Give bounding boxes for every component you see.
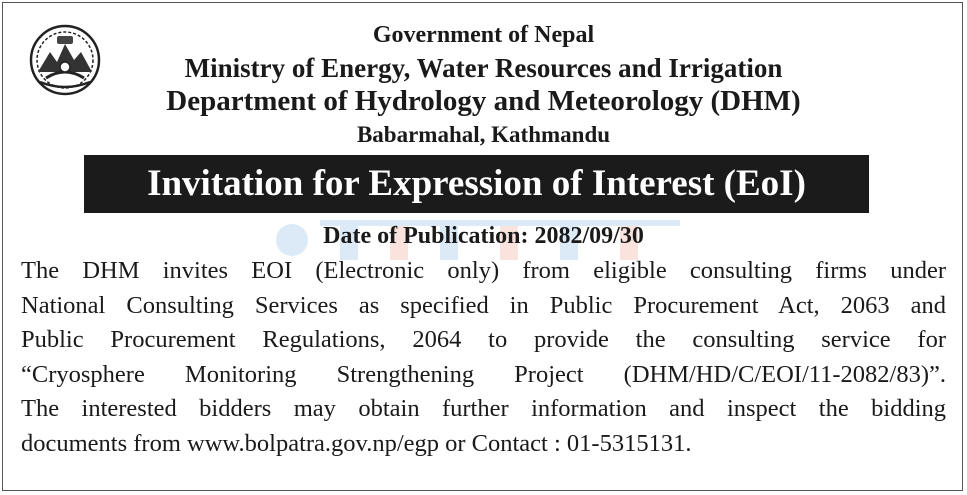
notice-body <box>21 254 946 462</box>
body-line-contact: documents from www.bolpatra.gov.np/egp or Contact : 01-5315131. <box>21 429 692 457</box>
ministry-heading: Ministry of Energy, Water Resources and Irrigation <box>184 53 783 83</box>
body-line: The DHM invites EOI (Electronic only) from eligible consulting firms under <box>21 257 946 284</box>
government-heading: Government of Nepal <box>372 22 595 48</box>
publication-date: Date of Publication: 2082/09/30 <box>323 223 644 249</box>
department-heading: Department of Hydrology and Meteorology (DHM) <box>166 85 801 117</box>
body-line: The interested bidders may obtain further information and inspect the bidding <box>21 395 946 423</box>
notice-title-banner: Invitation for Expression of Interest (EoI) <box>84 155 869 213</box>
body-line: “Cryosphere Monitoring Strengthening Project (DHM/HD/C/EOI/11-2082/83)”. <box>21 360 946 388</box>
address-line: Babarmahal, Kathmandu <box>356 122 611 147</box>
body-line: Public Procurement Regulations, 2064 to provide the consulting service for <box>21 326 946 354</box>
body-line: National Consulting Services as specified in Public Procurement Act, 2063 and <box>21 291 946 319</box>
